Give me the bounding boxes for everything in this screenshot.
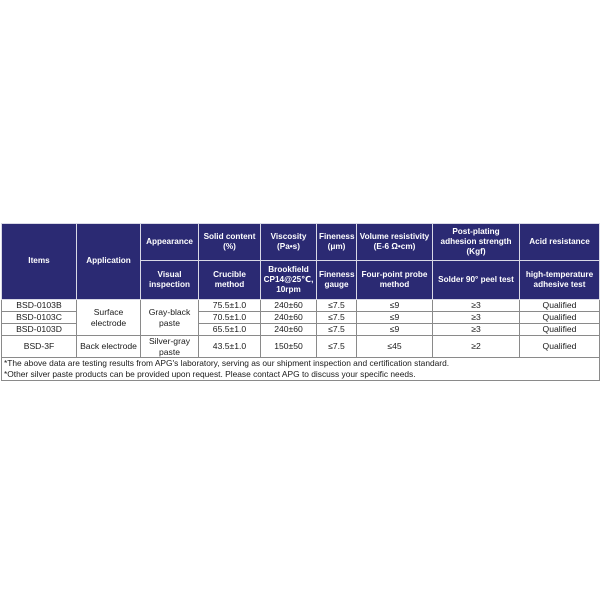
method-acid-resistance: high-temperature adhesive test (520, 261, 600, 300)
cell-item: BSD-0103D (2, 324, 77, 336)
method-volume-resistivity: Four-point probe method (357, 261, 433, 300)
cell-solid: 43.5±1.0 (199, 336, 261, 358)
cell-item: BSD-0103B (2, 300, 77, 312)
cell-solid: 70.5±1.0 (199, 312, 261, 324)
cell-adhesion: ≥3 (433, 300, 520, 312)
cell-acid: Qualified (520, 336, 600, 358)
note-row (2, 358, 600, 370)
cell-viscosity: 240±60 (261, 312, 317, 324)
cell-viscosity: 150±50 (261, 336, 317, 358)
cell-viscosity: 240±60 (261, 324, 317, 336)
method-solid-content: Crucible method (199, 261, 261, 300)
cell-item: BSD-3F (2, 336, 77, 358)
cell-resistivity: ≤9 (357, 300, 433, 312)
method-fineness: Fineness gauge (317, 261, 357, 300)
header-post-plating: Post-plating adhesion strength (Kgf) (433, 224, 520, 261)
note-row (2, 369, 600, 381)
cell-application-back: Back electrode (77, 336, 141, 358)
header-viscosity: Viscosity (Pa•s) (261, 224, 317, 261)
method-viscosity: Brookfield CP14@25℃, 10rpm (261, 261, 317, 300)
cell-viscosity: 240±60 (261, 300, 317, 312)
spec-table-container (1, 223, 599, 381)
cell-solid: 65.5±1.0 (199, 324, 261, 336)
method-appearance: Visual inspection (141, 261, 199, 300)
cell-fineness: ≤7.5 (317, 300, 357, 312)
cell-fineness: ≤7.5 (317, 336, 357, 358)
header-appearance: Appearance (141, 224, 199, 261)
cell-appearance-surface: Gray-black paste (141, 300, 199, 336)
cell-resistivity: ≤9 (357, 324, 433, 336)
cell-acid: Qualified (520, 312, 600, 324)
cell-adhesion: ≥3 (433, 324, 520, 336)
method-post-plating: Solder 90° peel test (433, 261, 520, 300)
cell-solid: 75.5±1.0 (199, 300, 261, 312)
cell-resistivity: ≤45 (357, 336, 433, 358)
cell-item: BSD-0103C (2, 312, 77, 324)
header-items: Items (2, 224, 77, 300)
table-row (2, 336, 600, 358)
cell-adhesion: ≥3 (433, 312, 520, 324)
header-application: Application (77, 224, 141, 300)
header-fineness: Fineness (μm) (317, 224, 357, 261)
spec-table (1, 223, 600, 381)
cell-application-surface: Surface electrode (77, 300, 141, 336)
cell-adhesion: ≥2 (433, 336, 520, 358)
cell-fineness: ≤7.5 (317, 324, 357, 336)
header-solid-content: Solid content (%) (199, 224, 261, 261)
header-volume-resistivity: Volume resistivity (E-6 Ω•cm) (357, 224, 433, 261)
cell-acid: Qualified (520, 300, 600, 312)
table-row (2, 300, 600, 312)
cell-appearance-back: Silver-gray paste (141, 336, 199, 358)
footnote: *Other silver paste products can be provided upon request. Please contact APG to discuss your specific needs. (2, 369, 600, 381)
cell-resistivity: ≤9 (357, 312, 433, 324)
header-row (2, 224, 600, 261)
header-acid-resistance: Acid resistance (520, 224, 600, 261)
cell-acid: Qualified (520, 324, 600, 336)
footnote: *The above data are testing results from APG's laboratory, serving as our shipment inspection and certification standard. (2, 358, 600, 370)
cell-fineness: ≤7.5 (317, 312, 357, 324)
